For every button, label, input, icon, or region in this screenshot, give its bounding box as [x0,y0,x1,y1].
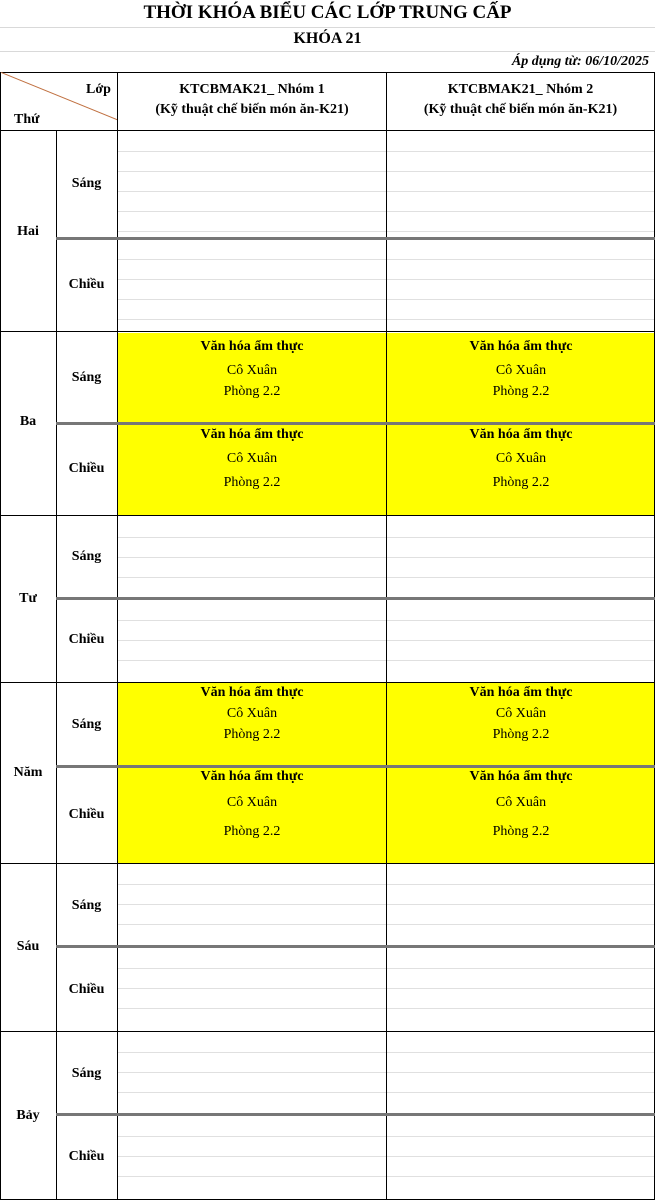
lesson-room: Phòng 2.2 [492,475,550,490]
lesson-ba-chieu-g1 [118,425,386,515]
lesson-ba-sang-g2 [387,333,655,423]
lesson-subject: Văn hóa ẩm thực [469,339,573,354]
lesson-room: Phòng 2.2 [492,824,550,839]
session-label: Sáng [71,176,102,191]
lesson-teacher: Cô Xuân [226,795,278,810]
group2-desc: (Kỹ thuật chế biến món ăn-K21) [423,102,618,117]
day-ba: Ba [19,414,37,429]
lesson-nam-chieu-g1 [118,768,386,863]
lesson-ba-chieu-g2 [387,425,655,515]
day-header-label: Thứ [14,112,40,127]
lesson-subject: Văn hóa ẩm thực [200,427,304,442]
session-label: Sáng [71,370,102,385]
lesson-teacher: Cô Xuân [495,706,547,721]
day-nam: Năm [13,765,43,780]
session-label: Chiều [68,982,105,997]
lesson-nam-chieu-g2 [387,768,655,863]
lesson-subject: Văn hóa ẩm thực [469,769,573,784]
lesson-room: Phòng 2.2 [492,727,550,742]
group1-name: KTCBMAK21_ Nhóm 1 [179,82,325,97]
group1-desc: (Kỹ thuật chế biến món ăn-K21) [155,102,349,117]
lesson-subject: Văn hóa ẩm thực [200,769,304,784]
session-label: Sáng [71,549,102,564]
session-label: Chiều [68,807,105,822]
lesson-teacher: Cô Xuân [495,795,547,810]
lesson-room: Phòng 2.2 [223,727,281,742]
lesson-teacher: Cô Xuân [226,363,278,378]
day-hai: Hai [17,224,39,239]
session-label: Chiều [68,461,105,476]
page-subtitle: KHÓA 21 [293,30,362,47]
session-label: Sáng [71,898,102,913]
day-sau: Sáu [16,939,40,954]
lesson-subject: Văn hóa ẩm thực [200,339,304,354]
lesson-teacher: Cô Xuân [495,363,547,378]
group1-header [118,80,386,120]
lesson-nam-sang-g2 [387,683,655,766]
lesson-teacher: Cô Xuân [495,451,547,466]
lesson-teacher: Cô Xuân [226,706,278,721]
lesson-room: Phòng 2.2 [223,475,281,490]
group2-header [386,80,655,120]
lesson-room: Phòng 2.2 [492,384,550,399]
lesson-room: Phòng 2.2 [223,384,281,399]
class-header-label: Lớp [86,82,111,97]
day-tu: Tư [19,591,37,606]
session-label: Chiều [68,277,105,292]
lesson-ba-sang-g1 [118,333,386,423]
session-label: Chiều [68,632,105,647]
lesson-subject: Văn hóa ẩm thực [200,685,304,700]
lesson-subject: Văn hóa ẩm thực [469,427,573,442]
session-label: Sáng [71,717,102,732]
session-label: Chiều [68,1149,105,1164]
lesson-subject: Văn hóa ẩm thực [469,685,573,700]
lesson-room: Phòng 2.2 [223,824,281,839]
day-bay: Bảy [16,1108,40,1123]
page-title: THỜI KHÓA BIỂU CÁC LỚP TRUNG CẤP [143,2,512,23]
group2-name: KTCBMAK21_ Nhóm 2 [447,82,594,97]
lesson-teacher: Cô Xuân [226,451,278,466]
session-label: Sáng [71,1066,102,1081]
lesson-nam-sang-g1 [118,683,386,766]
applied-date: Áp dụng từ: 06/10/2025 [511,54,649,69]
